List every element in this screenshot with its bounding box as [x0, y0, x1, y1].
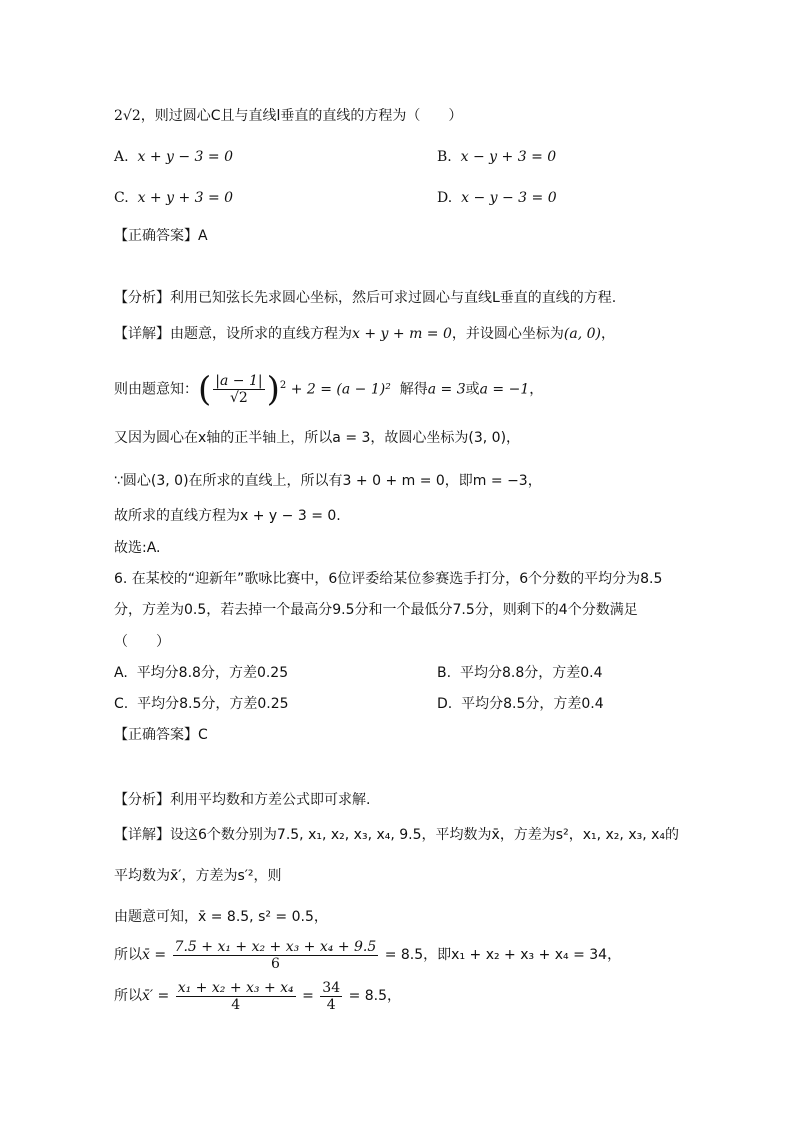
q6-option-a[interactable]: A. 平均分8.8分，方差0.25 [114, 665, 289, 681]
fraction-sum-four: $\frac{\text{x₁ + x₂ + x₃ + x₄}}{4}$ [177, 979, 294, 1013]
q6-option-d[interactable]: D. 平均分8.5分，方差0.4 [437, 696, 604, 712]
q6-detail-1: 【详解】设这6个数分别为7.5, x₁, x₂, x₃, x₄, 9.5，平均数为x̄，方差为s²，x₁, x₂, x₃, x₄的 [114, 827, 680, 843]
q5-stem [114, 106, 462, 126]
fraction-abs: $\frac{|a - 1|}{√2}$ [215, 373, 263, 407]
q5-conclusion: 故选:A. [114, 540, 161, 556]
q5-option-c[interactable]: C. x + y + 3 = 0 [114, 190, 234, 206]
fraction-34-over-4: $\frac{34}{4}$ [322, 979, 341, 1013]
q5-stem-text: ，则过圆心C且与直线l垂直的直线的方程为（ ） [140, 108, 463, 124]
q6-detail-4: 所以x̄ = $\frac{\text{7.5 + x₁ + x₂ + x₃ + x₄ + 9.5}}{6}$ = 8.5，即x₁ + x₂ + x₃ + x₄ = 34， [114, 938, 622, 972]
q5-detail-4: ∵圆心(3, 0)在所求的直线上，所以有3 + 0 + m = 0，即m = −3， [114, 473, 542, 489]
q5-stem-prefix: 2√2 [114, 108, 141, 124]
q5-option-a[interactable]: A. x + y − 3 = 0 [114, 149, 233, 165]
q5-detail-1: 【详解】由题意，设所求的直线方程为x + y + m = 0，并设圆心坐标为(a, 0)， [114, 326, 615, 342]
q6-stem-line1: 6. 在某校的“迎新年”歌咏比赛中，6位评委给某位参赛选手打分，6个分数的平均分为8.5 [114, 571, 663, 587]
q5-answer: 【正确答案】A [114, 228, 208, 244]
q6-analysis: 【分析】利用平均数和方差公式即可求解. [114, 792, 371, 808]
q5-detail-5: 故所求的直线方程为x + y − 3 = 0. [114, 508, 341, 524]
q6-detail-3: 由题意可知，x̄ = 8.5, s² = 0.5， [114, 909, 328, 925]
q6-option-b[interactable]: B. 平均分8.8分，方差0.4 [437, 665, 603, 681]
q6-detail-5: 所以x̄′ = $\frac{\text{x₁ + x₂ + x₃ + x₄}}{4}$ = $\frac{34}{4}$ = 8.5， [114, 979, 402, 1013]
q5-option-d[interactable]: D. x − y − 3 = 0 [437, 190, 557, 206]
q6-answer: 【正确答案】C [114, 727, 208, 743]
q5-detail-3: 又因为圆心在x轴的正半轴上，所以a = 3，故圆心坐标为(3, 0)， [114, 430, 521, 446]
q5-option-b[interactable]: B. x − y + 3 = 0 [437, 149, 557, 165]
q6-detail-2: 平均数为x̄′，方差为s′²，则 [114, 868, 282, 884]
q6-stem-line3: （ ） [114, 634, 170, 650]
fraction-mean-six: $\frac{\text{7.5 + x₁ + x₂ + x₃ + x₄ + 9.5}}{6}$ [174, 938, 377, 972]
q5-detail-2: 则由题意知：( $\frac{|a - 1|}{√2}$ )$^2$ + 2 = (a − 1)² 解得a = 3或a = −1， [114, 369, 544, 410]
q6-stem-line2: 分，方差为0.5，若去掉一个最高分9.5分和一个最低分7.5分，则剩下的4个分数满足 [114, 602, 638, 618]
q6-option-c[interactable]: C. 平均分8.5分，方差0.25 [114, 696, 289, 712]
q5-analysis: 【分析】利用已知弦长先求圆心坐标，然后可求过圆心与直线L垂直的直线的方程. [114, 290, 617, 306]
